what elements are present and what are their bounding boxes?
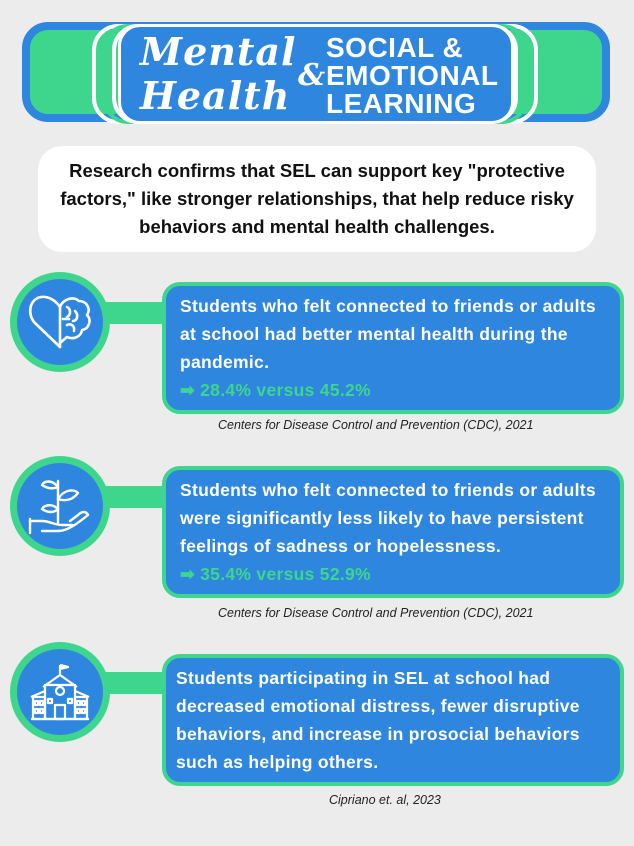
- title-line1: Mental: [140, 29, 297, 74]
- fact-card: [162, 466, 624, 598]
- fact-source: Centers for Disease Control and Prevention (CDC), 2021: [218, 606, 534, 620]
- fact-text: Students who felt connected to friends or adults at school had better mental health during the pandemic.: [180, 296, 596, 372]
- icon-badge: [10, 456, 110, 556]
- intro-text: Research confirms that SEL can support key "protective factors," like stronger relationships, that help reduce risky behaviors and mental health challenges.: [60, 160, 574, 237]
- subtitle-line1: SOCIAL &: [326, 32, 464, 63]
- title-line2: Health: [140, 73, 291, 118]
- page-subtitle: [326, 34, 499, 118]
- school-building-icon: [29, 661, 91, 723]
- fact-stat: ➡ 28.4% versus 45.2%: [180, 380, 371, 400]
- fact-row: [0, 270, 634, 432]
- fact-row: [0, 640, 634, 807]
- icon-badge: [10, 272, 110, 372]
- fact-card: [162, 282, 624, 414]
- fact-text: Students participating in SEL at school had decreased emotional distress, fewer disruptive behaviors, and increase in prosocial behaviors such as helping others.: [176, 668, 580, 772]
- fact-card: [162, 654, 624, 786]
- intro-box: [38, 146, 596, 252]
- icon-badge: [10, 642, 110, 742]
- fact-text: Students who felt connected to friends or adults were significantly less likely to have persistent feelings of sadness or hopelessness.: [180, 480, 596, 556]
- plant-hand-icon: [28, 475, 92, 537]
- header-banner: [22, 22, 610, 126]
- subtitle-line3: LEARNING: [326, 88, 477, 119]
- fact-row: [0, 456, 634, 620]
- fact-stat: ➡ 35.4% versus 52.9%: [180, 564, 371, 584]
- subtitle-line2: EMOTIONAL: [326, 60, 499, 91]
- fact-source: Cipriano et. al, 2023: [329, 793, 441, 807]
- heart-brain-icon: [27, 293, 93, 351]
- fact-source: Centers for Disease Control and Prevention (CDC), 2021: [218, 418, 534, 432]
- title-ampersand: &: [298, 58, 326, 93]
- page-title: [140, 30, 296, 118]
